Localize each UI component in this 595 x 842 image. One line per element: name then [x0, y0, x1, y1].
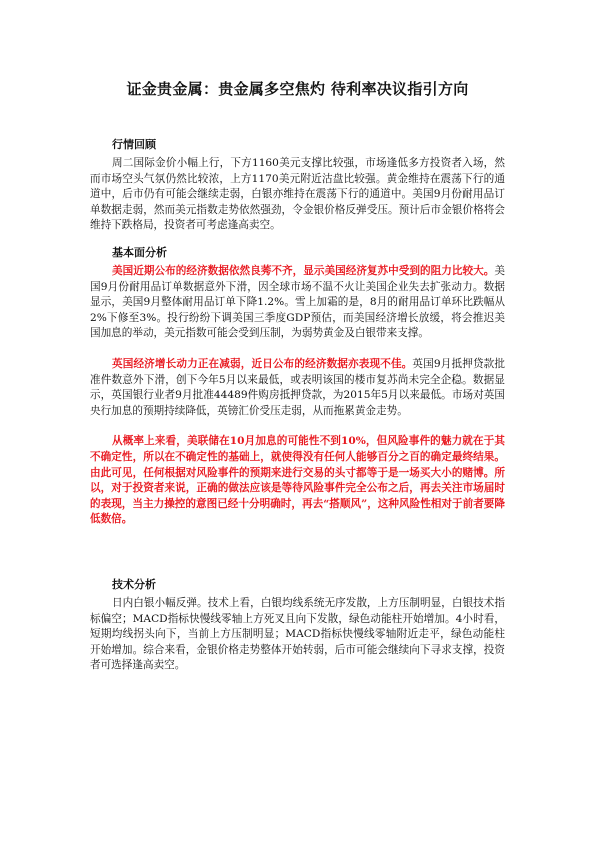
- fundamental-paragraph-3: 从概率上来看，美联储在10月加息的可能性不到10%，但风险事件的魅力就在于其不确定性，所以在不确定性的基础上，就使得没有任何人能够百分之百的确定最终结果。由此可见，任何根据对风险事件的预期来进行交易的头寸都等于是一场买大小的赌博。所以，对于投资者来说，正确的做法应该是等待风险事件完全公布之后，再去关注市场届时的表现，当主力操控的意图已经十分明确时，再去“搭顺风”，这种风险性相对于前者要降低数倍。: [90, 435, 505, 526]
- body-text: 美国9月份耐用品订单数据意外下滑，因全球市场不温不火让美国企业失去扩张动力。数据显示，美国9月整体耐用品订单下降1.2%。雪上加霜的是，8月的耐用品订单环比跌幅从2%下修至3%。投行纷纷下调美国三季度GDP预估，而美国经济增长放缓，将会推迟美国加息的举动，美元指数可能会受到压制，为弱势黄金及白银带来支撑。: [90, 265, 505, 340]
- section-body: 周二国际金价小幅上行，下方1160美元支撑比较强，市场逢低多方投资者入场，然而市场空头气氛仍然比较浓，上方1170美元附近沽盘比较强。黄金维持在震荡下行的通道中，后市仍有可能会继续走弱，白银亦维持在震荡下行的通道中。美国9月份耐用品订单数据走弱，然而美元指数走势依然强劲，令金银价格反弹受压。预计后市金银价格将会维持下跌格局，投资者可考虑逢高卖空。: [90, 157, 505, 232]
- section-heading: 行情回顾: [112, 138, 156, 151]
- section-fundamental-analysis: [90, 244, 505, 528]
- highlight-text: 美国近期公布的经济数据依然良莠不齐，显示美国经济复苏中受到的阻力比较大。: [112, 265, 495, 277]
- fundamental-paragraph-1: [90, 264, 505, 342]
- section-market-review: [90, 136, 505, 234]
- page-title: 证金贵金属：贵金属多空焦灼 待利率决议指引方向: [126, 80, 469, 98]
- section-body: 日内白银小幅反弹。技术上看，白银均线系统无序发散，上方压制明显，白银技术指标偏空；MACD指标快慢线零轴上方死叉且向下发散，绿色动能柱开始增加。4小时看，短期均线拐头向下，当前上方压制明显；MACD指标快慢线零轴附近走平，绿色动能柱开始增加。综合来看，金银价格走势整体开始转弱，后市可能会继续向下寻求支撑，投资者可选择逢高卖空。: [90, 597, 505, 672]
- section-technical-analysis: [90, 576, 505, 674]
- fundamental-paragraph-2: [90, 357, 505, 419]
- section-heading: 基本面分析: [112, 246, 167, 259]
- section-heading: 技术分析: [112, 578, 156, 591]
- highlight-text: 英国经济增长动力正在减弱，近日公布的经济数据亦表现不佳。: [112, 357, 413, 370]
- body-text: 英国9月抵押贷款批准件数意外下滑，创下今年5月以来最低，或表明该国的楼市复苏尚未完全企稳。数据显示，英国银行业者9月批准44489件购房抵押贷款，为2015年5月以来最低。市场对英国央行加息的预期持续降低，英镑汇价受压走弱，从而拖累黄金走势。: [90, 357, 505, 417]
